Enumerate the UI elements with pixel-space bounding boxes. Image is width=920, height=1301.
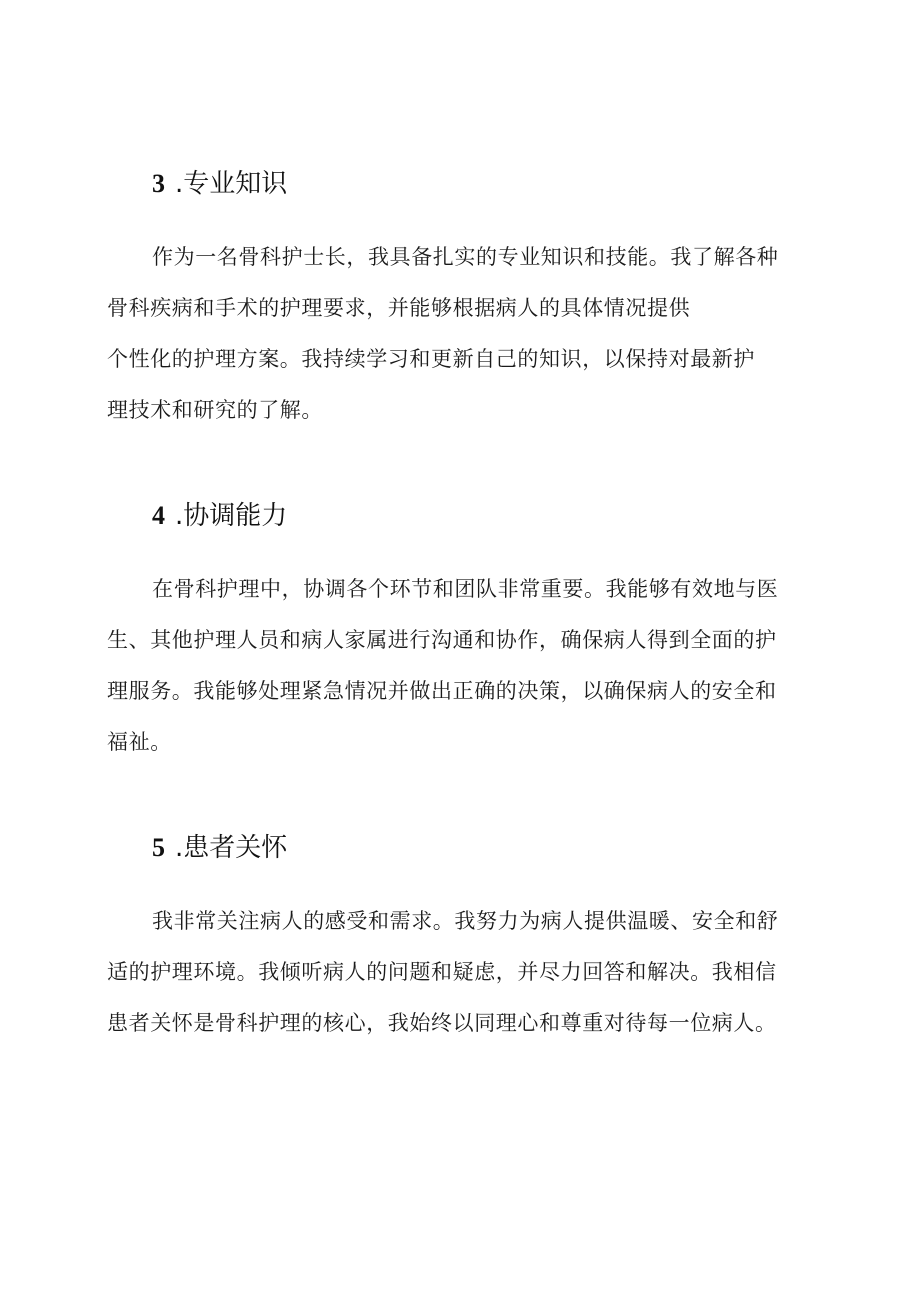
section-coordination-ability	[107, 496, 827, 775]
paragraph-line: 生、其他护理人员和病人家属进行沟通和协作，确保病人得到全面的护	[107, 628, 777, 652]
section-body	[107, 239, 827, 428]
paragraph-line: 理服务。我能够处理紧急情况并做出正确的决策，以确保病人的安全和	[107, 679, 777, 703]
section-number: 3	[152, 169, 165, 198]
section-heading	[107, 496, 827, 536]
section-professional-knowledge	[107, 164, 827, 443]
paragraph-line: 理技术和研究的了解。	[107, 398, 323, 422]
paragraph-line: 我非常关注病人的感受和需求。我努力为病人提供温暖、安全和舒	[152, 909, 779, 933]
paragraph-line: 作为一名骨科护士长，我具备扎实的专业知识和技能。我了解各种	[152, 245, 779, 269]
section-title: .患者关怀	[175, 833, 288, 863]
paragraph-line: 在骨科护理中，协调各个环节和团队非常重要。我能够有效地与医	[152, 577, 779, 601]
section-body	[107, 903, 827, 1041]
paragraph-line: 福祉。	[107, 730, 172, 754]
section-heading	[107, 828, 827, 868]
paragraph-line: 适的护理环境。我倾听病人的问题和疑虑，并尽力回答和解决。我相信	[107, 960, 777, 984]
section-heading	[107, 164, 827, 204]
section-title: .专业知识	[175, 169, 288, 199]
section-number: 5	[152, 833, 165, 862]
section-title: .协调能力	[175, 501, 288, 531]
section-patient-care	[107, 828, 827, 1056]
section-number: 4	[152, 501, 165, 530]
section-body	[107, 571, 827, 760]
paragraph-line: 患者关怀是骨科护理的核心，我始终以同理心和尊重对待每一位病人。	[107, 1011, 777, 1035]
paragraph-line: 骨科疾病和手术的护理要求，并能够根据病人的具体情况提供	[107, 296, 691, 320]
paragraph-line: 个性化的护理方案。我持续学习和更新自己的知识，以保持对最新护	[107, 347, 755, 371]
